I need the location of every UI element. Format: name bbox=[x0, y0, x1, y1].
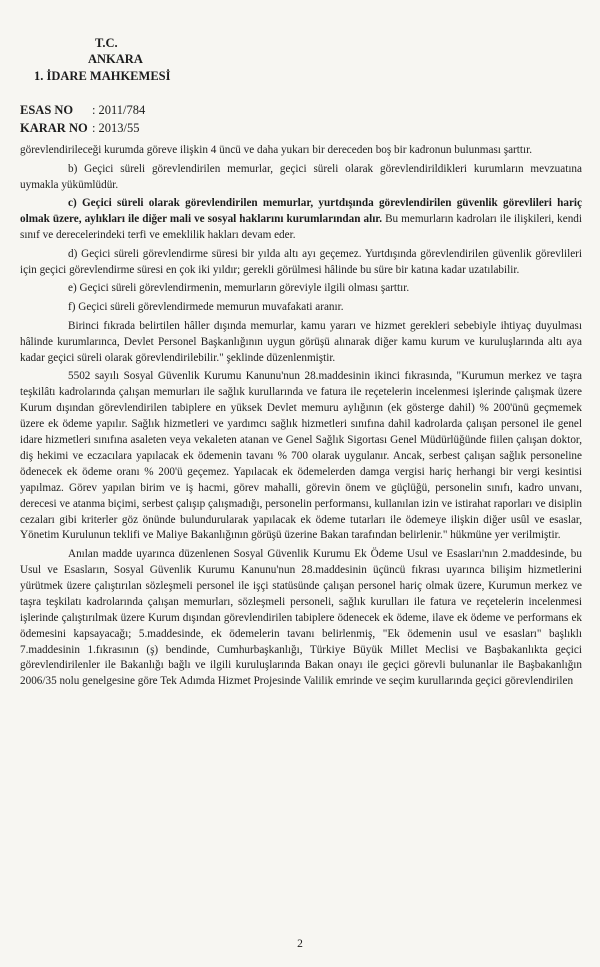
paragraph: Anılan madde uyarınca düzenlenen Sosyal Güvenlik Kurumu Ek Ödeme Usul ve Esasları'nın 2.maddesinde, bu Usul ve Esasların, Sosyal Güvenlik Kurumu Kanunu'nun 28.maddesinin üçüncü fıkrası uyarınca bilişim hizmetlerini yürütmek üzere çalıştırılan sözleşmeli personel ile işçi statüsünde çalışan personel hariç olmak üzere, Kurumun merkez ve taşra teşkilatı kadrolarında çalışan memurları, sözleşmeli personeli, sağlık kurulları ile fatura ve reçetelerin incelenmesi işlerinde çalıştırılmak üzere Kurum dışından görevlendirilen tabiplere ödenecek ek ödeme, ilave ek ödeme ve performans ek ödemesini kapsayacağı; 5.maddesinde, ek ödemelerin tavanı belirlenmiş, "Ek ödemenin usul ve esasları" başlıklı 7.maddesinin 1.fıkrasının (ş) bendinde, Cumhurbaşkanlığı, Türkiye Büyük Millet Meclisi ve Başbakanlıkta geçici görevlendirilenler ile Bakanlığı bağlı ve ilgili kuruluşlarında Bakan onayı ile geçici görevli bulunanlar ile Başbakanlığın 2006/35 nolu genelgesine göre Tek Adımda Hizmet Projesinde Valilik emrinde ve seçim kurullarında geçici görevlendirilen bbox=[20, 548, 582, 688]
paragraph: b) Geçici süreli görevlendirilen memurlar, geçici süreli olarak görevlendirildikleri kurumların mevzuatına uymakla yükümlüdür. bbox=[20, 162, 582, 191]
karar-no-value: 2013/55 bbox=[98, 121, 140, 135]
header-court: 1. İDARE MAHKEMESİ bbox=[34, 69, 171, 83]
header-city: ANKARA bbox=[88, 52, 143, 66]
page-number: 2 bbox=[297, 938, 303, 950]
paragraph: Birinci fıkrada belirtilen hâller dışında memurlar, kamu yararı ve hizmet gerekleri sebebiyle ihtiyaç duyulması hâlinde kurumlarınca, Devlet Personel Başkanlığının uygun görüşü alınarak diğer kamu kurum ve kuruluşlarında altı aya kadar geçici süreli olarak görevlendirilebilir." şeklinde düzenlenmiştir. bbox=[20, 319, 582, 364]
paragraph: 5502 sayılı Sosyal Güvenlik Kurumu Kanunu'nun 28.maddesinin ikinci fıkrasında, "Kurumun merkez ve taşra teşkilâtı kadrolarında çalışan memurları ile sağlık kurullarında ve fatura ile reçetelerin incelenmesi işlerinde çalışmak üzere Kurum dışından görevlendirilen tabiplere en yüksek Devlet memuru aylığının (ek gösterge dahil) % 200'ünü geçmemek üzere ek ödeme yapılır. Sağlık hizmetleri ve yardımcı sağlık hizmetleri sınıfına dahil kadrolarda çalışan personel ile genel idare hizmetleri sınıfına asaleten veya vekaleten atanan ve Genel Sağlık Sigortası Genel Müdürlüğünde fiilen çalışan doktor, diş hekimi ve eczacılara yapılacak ek ödemenin tavanı % 700 olarak uygulanır. Ancak, serbest çalışan sağlık personeline ödenecek ek ödeme oranı % 200'ü geçemez. Yapılacak ek ödemelerden damga vergisi hariç herhangi bir vergi kesintisi yapılmaz. Görev yapılan birim ve iş hacmi, görev mahalli, görevin önem ve güçlüğü, personelin sınıfı, kadro unvanı, derecesi ve atanma biçimi, serbest çalışıp çalışmadığı, personelin performansı, kullanılan izin ve istirahat raporları ve disiplin cezaları gibi kriterler göz önünde bulundurularak yapılacak ek ödeme tutarları ile ödemeye ilişkin diğer usûl ve esaslar, Yönetim Kurulunun teklifi ve Maliye Bakanlığının görüşü üzerine Bakan tarafından belirlenir." hükmüne yer verilmiştir. bbox=[20, 370, 582, 542]
document-body bbox=[20, 143, 582, 693]
esas-no-value: 2011/784 bbox=[98, 103, 146, 117]
paragraph: f) Geçici süreli görevlendirmede memurun muvafakati aranır. bbox=[68, 301, 344, 314]
paragraph-text: Bu memurların kadroları ile ilişkileri, kendi sınıf ve derecelerindeki terfi ve emeklilik hakları devam eder. bbox=[20, 213, 582, 242]
paragraph bbox=[20, 196, 582, 244]
header-state: T.C. bbox=[95, 36, 118, 50]
paragraph: d) Geçici süreli görevlendirme süresi bir yılda altı ayı geçemez. Yurtdışında görevlendirilen güvenlik görevlileri için geçici görevlendirme süresi en çok iki yıldır; gerekli görülmesi hâlinde bu süre bir katına kadar uzatılabilir. bbox=[20, 247, 582, 276]
esas-no-row: ESAS NO : 2011/784 bbox=[20, 103, 146, 117]
paragraph: görevlendirileceği kurumda göreve ilişkin 4 üncü ve daha yukarı bir dereceden boş bir kadronun bulunması şarttır. bbox=[20, 144, 532, 156]
paragraph: e) Geçici süreli görevlendirmenin, memurların göreviyle ilgili olması şarttır. bbox=[68, 282, 410, 295]
karar-no-row: KARAR NO : 2013/55 bbox=[20, 121, 140, 135]
paragraph-bold-text: c) Geçici süreli olarak görevlendirilen memurlar, yurtdışında görevlendirilen güvenlik görevlileri hariç olmak üzere, aylıkları ile diğer mali ve sosyal haklarını kurumlarından alır. bbox=[20, 197, 582, 226]
karar-no-label: KARAR NO bbox=[20, 121, 88, 135]
esas-no-label: ESAS NO bbox=[20, 103, 74, 117]
